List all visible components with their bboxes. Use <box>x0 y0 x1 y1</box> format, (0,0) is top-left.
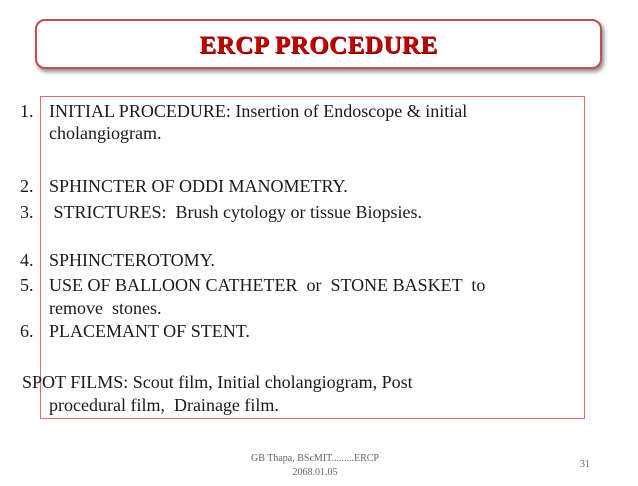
item-text: remove stones. <box>49 298 162 318</box>
item-text: cholangiogram. <box>49 123 162 143</box>
item-number: 2. <box>20 176 34 196</box>
item-number: 5. <box>20 275 34 295</box>
item-text: SPHINCTER OF ODDI MANOMETRY. <box>49 176 348 196</box>
item-number: 6. <box>20 321 34 341</box>
item-text: INITIAL PROCEDURE: Insertion of Endoscope & initial <box>49 101 468 121</box>
item-text: SPHINCTEROTOMY. <box>49 250 215 270</box>
slide-title: ERCP PROCEDURE <box>199 32 438 59</box>
spot-films-line-2: procedural film, Drainage film. <box>49 395 279 415</box>
item-text: PLACEMANT OF STENT. <box>49 321 250 341</box>
footer-author: GB Thapa, BScMIT.........ERCP <box>251 453 379 464</box>
item-number: 1. <box>20 101 34 121</box>
footer-date: 2068.01.05 <box>292 467 338 478</box>
item-text: USE OF BALLOON CATHETER or STONE BASKET to <box>49 275 486 295</box>
item-number: 3. <box>20 202 34 222</box>
item-text: STRICTURES: Brush cytology or tissue Biopsies. <box>49 202 423 222</box>
title-box <box>35 19 602 69</box>
spot-films-line-1: SPOT FILMS: Scout film, Initial cholangiogram, Post <box>22 372 413 392</box>
item-number: 4. <box>20 250 34 270</box>
footer <box>230 452 400 480</box>
page-number: 31 <box>580 459 590 470</box>
